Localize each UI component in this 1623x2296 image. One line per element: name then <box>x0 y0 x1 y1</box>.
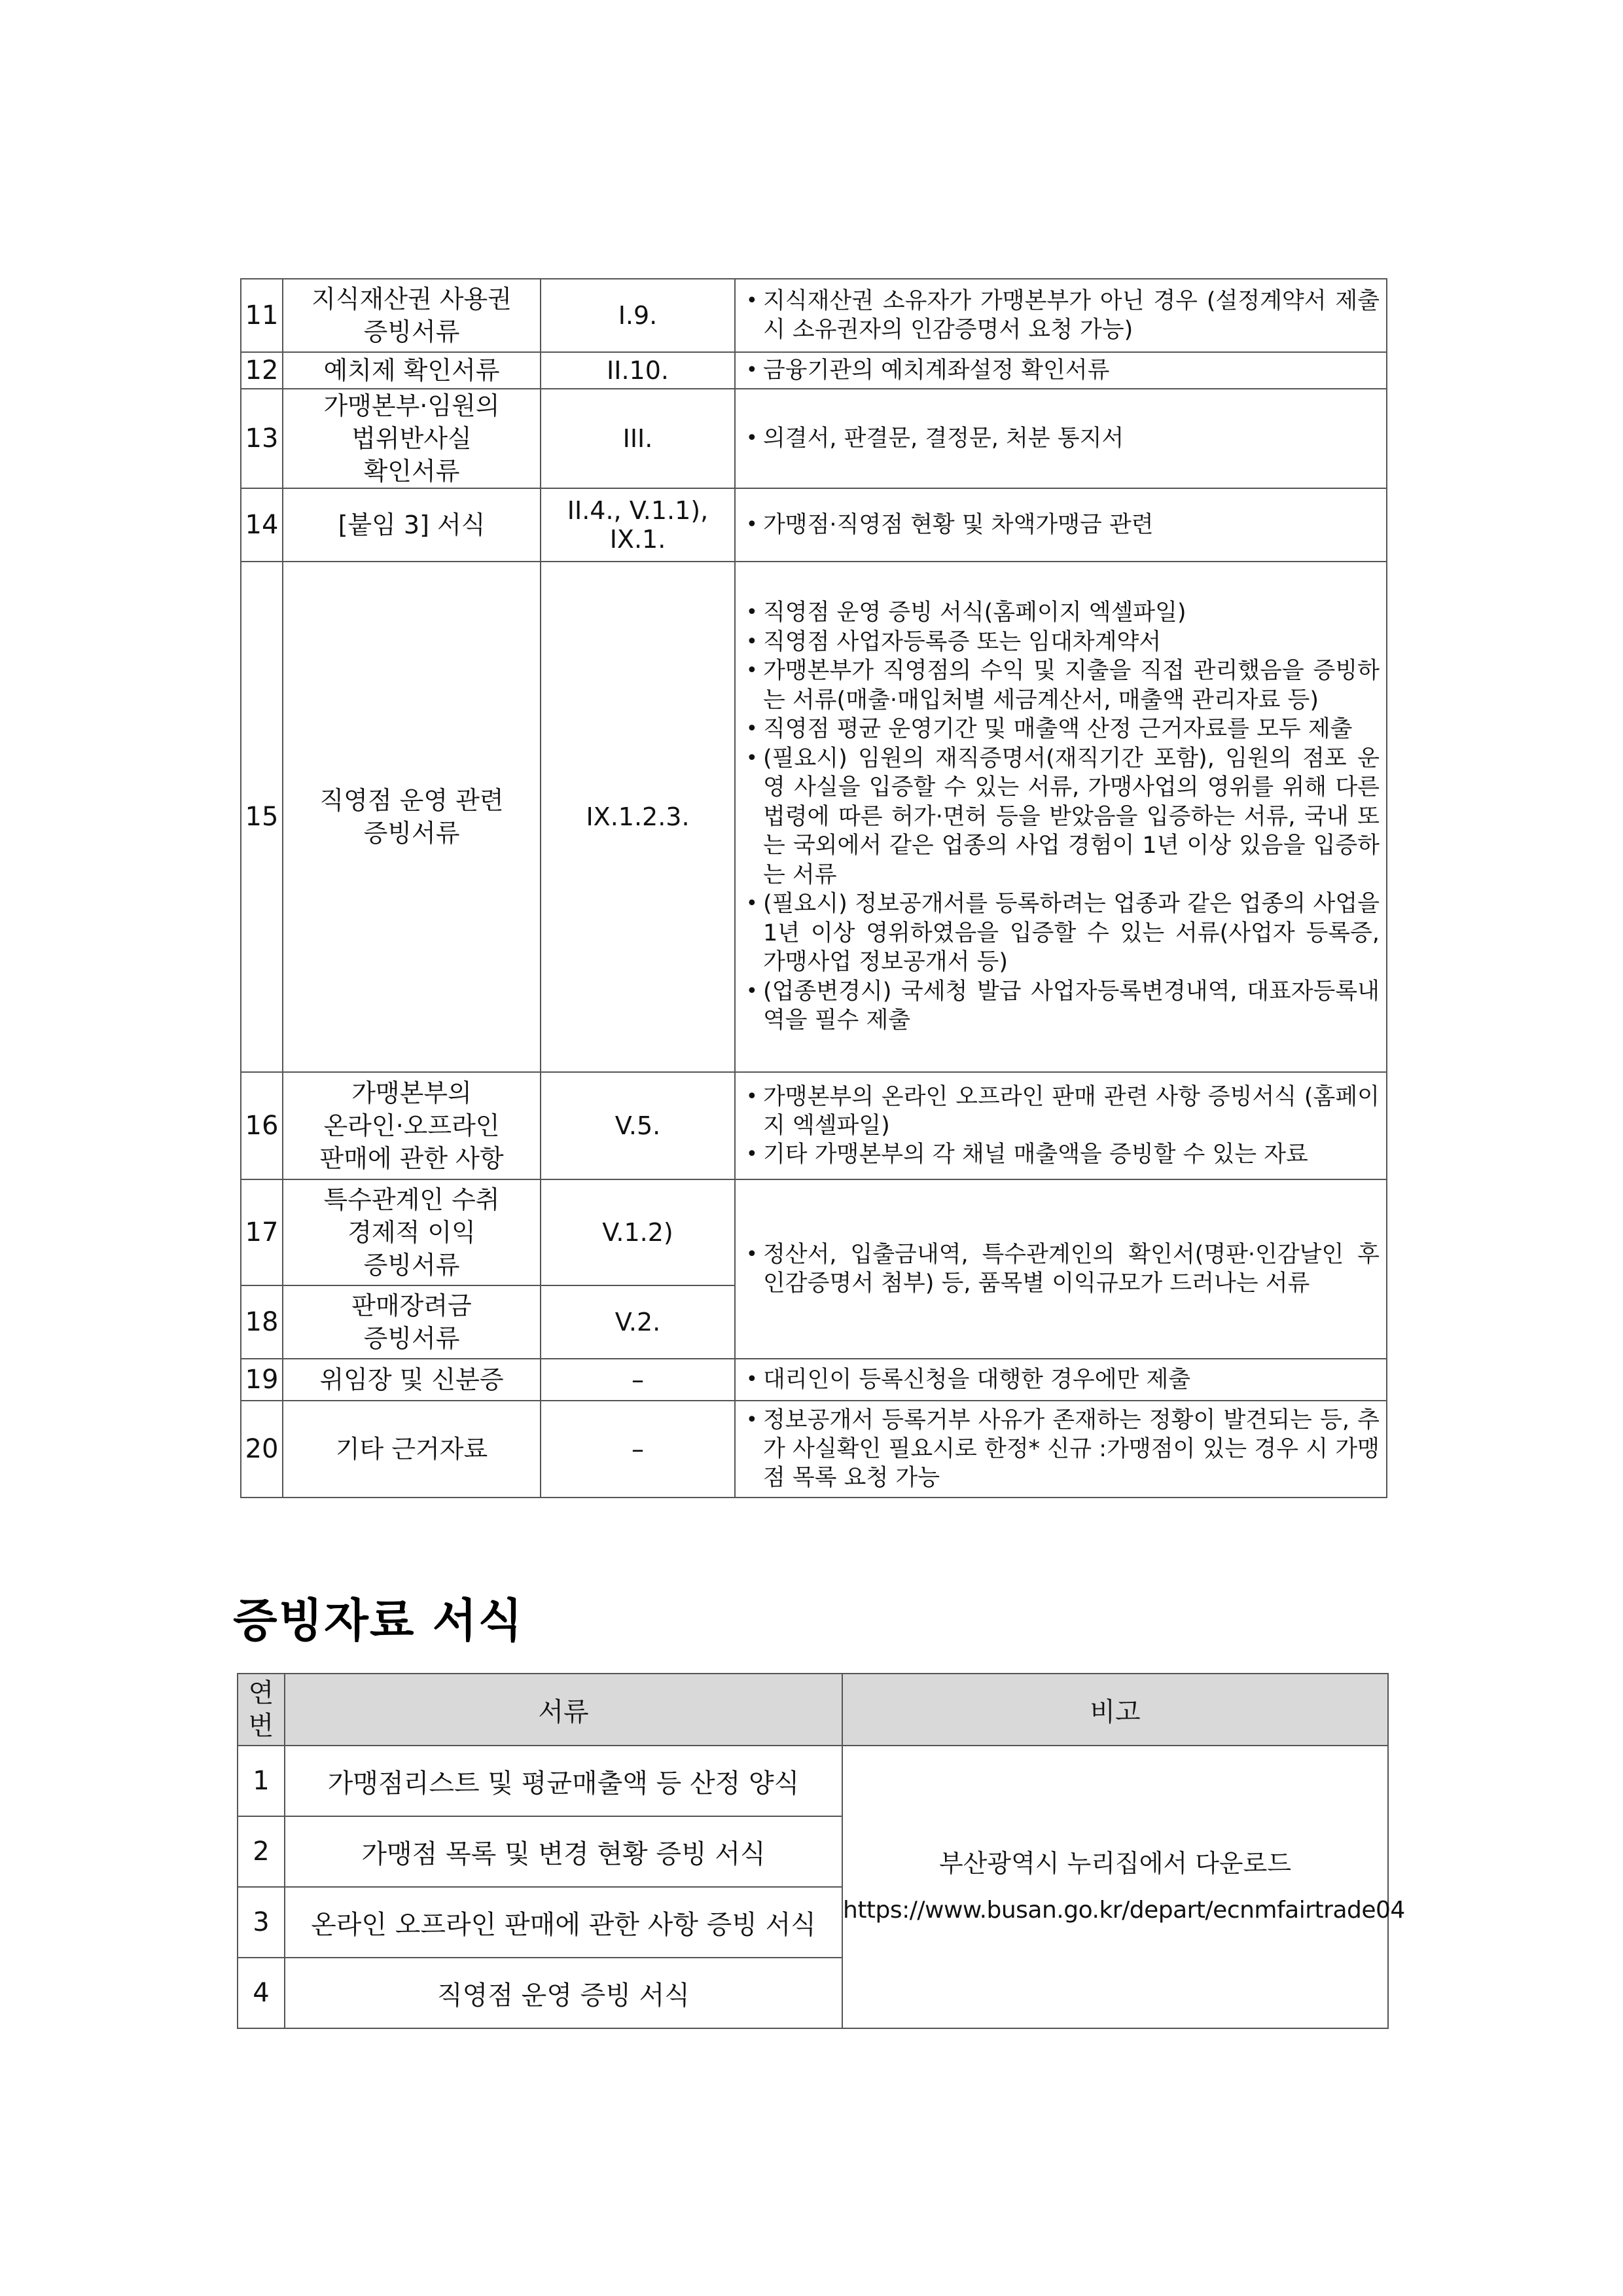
document-name-line: 특수관계인 수취 <box>323 1185 500 1214</box>
document-name <box>283 279 541 352</box>
section-reference <box>541 1285 735 1359</box>
table-row <box>241 562 1387 1072</box>
note-item: • 정산서, 입출금내역, 특수관계인의 확인서(명판·인감날인 후 인감증명서 첨부) 등, 품목별 이익규모가 드러나는 서류 <box>745 1240 1380 1298</box>
document-name-line: 증빙서류 <box>363 1324 460 1353</box>
row-number: 14 <box>241 488 283 562</box>
forms-table <box>237 1673 1405 2029</box>
document-name-line: 법위반사실 <box>351 424 472 453</box>
notes-list <box>745 1406 1380 1492</box>
section-reference <box>541 279 735 352</box>
section-reference <box>541 1401 735 1498</box>
section-reference-line: III. <box>622 424 653 453</box>
notes-cell <box>735 1179 1387 1359</box>
note-item: • 대리인이 등록신청을 대행한 경우에만 제출 <box>745 1365 1380 1394</box>
notes-cell <box>735 279 1387 352</box>
notes-list <box>745 598 1380 1035</box>
notes-cell <box>735 389 1387 488</box>
note-item: • 가맹점·직영점 현황 및 차액가맹금 관련 <box>745 511 1380 539</box>
download-note <box>842 1746 1405 2028</box>
section-reference <box>541 352 735 389</box>
section-reference-line: IX.1. <box>609 525 666 554</box>
document-name-line: [붙임 3] 서식 <box>338 511 486 539</box>
document-name-line: 판매에 관한 사항 <box>319 1144 504 1173</box>
section-reference <box>541 389 735 488</box>
document-name-line: 온라인·오프라인 <box>323 1111 500 1140</box>
row-number: 4 <box>238 1958 285 2028</box>
download-url-link[interactable]: https://www.busan.go.kr/depart/ecnmfairtrade04 <box>843 1897 1405 1924</box>
form-name: 가맹점리스트 및 평균매출액 등 산정 양식 <box>285 1746 842 1816</box>
document-name <box>283 352 541 389</box>
document-name-line: 증빙서류 <box>363 819 460 848</box>
row-number: 20 <box>241 1401 283 1498</box>
table-row <box>241 1359 1387 1401</box>
notes-list <box>745 356 1380 385</box>
note-item: • 금융기관의 예치계좌설정 확인서류 <box>745 356 1380 385</box>
document-name-line: 경제적 이익 <box>348 1218 476 1247</box>
header-num-label: 연번 <box>248 1678 274 1741</box>
section-reference-line: IX.1.2.3. <box>586 802 690 831</box>
section-reference-line: V.1.2) <box>602 1218 673 1247</box>
note-item: • (필요시) 정보공개서를 등록하려는 업종과 같은 업종의 사업을 1년 이상 영위하였음을 입증할 수 있는 서류(사업자 등록증, 가맹사업 정보공개서 등) <box>745 889 1380 977</box>
document-name-line: 지식재산권 사용권 <box>312 285 512 314</box>
document-name <box>283 1285 541 1359</box>
notes-cell <box>735 488 1387 562</box>
note-item: • (업종변경시) 국세청 발급 사업자등록변경내역, 대표자등록내역을 필수 제출 <box>745 977 1380 1035</box>
document-name <box>283 1179 541 1285</box>
section-reference-line: – <box>632 1365 644 1394</box>
document-name <box>283 1359 541 1401</box>
document-name-line: 직영점 운영 관련 <box>319 786 504 815</box>
notes-list <box>745 1365 1380 1394</box>
notes-cell <box>735 1401 1387 1498</box>
table-row <box>238 1746 1388 1816</box>
table-row <box>241 1072 1387 1179</box>
notes-cell <box>735 352 1387 389</box>
header-note: 비고 <box>842 1674 1388 1746</box>
document-name <box>283 389 541 488</box>
document-name-line: 가맹본부의 <box>351 1079 472 1107</box>
notes-list <box>745 424 1380 453</box>
section-reference-line: – <box>632 1435 644 1463</box>
row-number: 12 <box>241 352 283 389</box>
section-reference <box>541 1179 735 1285</box>
note-item: • 기타 가맹본부의 각 채널 매출액을 증빙할 수 있는 자료 <box>745 1140 1380 1169</box>
note-item: • 가맹본부의 온라인 오프라인 판매 관련 사항 증빙서식 (홈페이지 엑셀파일) <box>745 1083 1380 1140</box>
table-row <box>241 352 1387 389</box>
row-number: 11 <box>241 279 283 352</box>
section-heading: 증빙자료 서식 <box>233 1594 524 1647</box>
note-item: • 직영점 운영 증빙 서식(홈페이지 엑셀파일) <box>745 598 1380 628</box>
section-reference-line: I.9. <box>618 301 658 330</box>
note-item: • 지식재산권 소유자가 가맹본부가 아닌 경우 (설정계약서 제출 시 소유권자의 인감증명서 요청 가능) <box>745 287 1380 344</box>
notes-cell <box>735 1072 1387 1179</box>
form-name: 직영점 운영 증빙 서식 <box>285 1958 842 2028</box>
notes-list <box>745 1083 1380 1169</box>
forms-table-body <box>238 1746 1405 2028</box>
row-number: 17 <box>241 1179 283 1285</box>
table-row <box>241 279 1387 352</box>
section-reference-line: II.10. <box>607 356 669 385</box>
document-name <box>283 1401 541 1498</box>
forms-table-header-row <box>238 1674 1388 1746</box>
notes-list <box>745 511 1380 539</box>
requirements-table-body <box>241 279 1387 1498</box>
section-reference <box>541 1072 735 1179</box>
row-number: 19 <box>241 1359 283 1401</box>
section-reference-line: II.4., V.1.1), <box>567 496 709 525</box>
notes-list <box>745 287 1380 344</box>
notes-list <box>745 1240 1380 1298</box>
table-row <box>241 389 1387 488</box>
note-item: • 가맹본부가 직영점의 수익 및 지출을 직접 관리했음을 증빙하는 서류(매출·매입처별 세금계산서, 매출액 관리자료 등) <box>745 656 1380 715</box>
document-name-line: 증빙서류 <box>363 317 460 346</box>
table-row <box>241 1401 1387 1498</box>
note-item: • 직영점 사업자등록증 또는 임대차계약서 <box>745 628 1380 657</box>
form-name: 온라인 오프라인 판매에 관한 사항 증빙 서식 <box>285 1887 842 1958</box>
document-name <box>283 488 541 562</box>
row-number: 15 <box>241 562 283 1072</box>
document-name-line: 위임장 및 신분증 <box>319 1365 504 1394</box>
row-number: 2 <box>238 1816 285 1887</box>
document-name-line: 가맹본부·임원의 <box>323 391 500 420</box>
document-name-line: 확인서류 <box>363 457 460 486</box>
section-reference <box>541 1359 735 1401</box>
document-name <box>283 1072 541 1179</box>
row-number: 16 <box>241 1072 283 1179</box>
row-number: 3 <box>238 1887 285 1958</box>
row-number: 1 <box>238 1746 285 1816</box>
download-note-text: 부산광역시 누리집에서 다운로드 <box>938 1849 1292 1878</box>
document-name-line: 예치제 확인서류 <box>323 356 500 385</box>
note-item: • (필요시) 임원의 재직증명서(재직기간 포함), 임원의 점포 운영 사실을 입증할 수 있는 서류, 가맹사업의 영위를 위해 다른 법령에 따른 허가·면허 등을 받았음을 입증하는 서류, 국내 또는 국외에서 같은 업종의 사업 경험이 1년 이상 있음을 입증하는 서류 <box>745 744 1380 890</box>
document-name <box>283 562 541 1072</box>
table-row <box>241 488 1387 562</box>
note-item: • 직영점 평균 운영기간 및 매출액 산정 근거자료를 모두 제출 <box>745 715 1380 744</box>
section-reference-line: V.2. <box>615 1308 661 1336</box>
section-reference-line: V.5. <box>615 1111 661 1140</box>
notes-cell <box>735 562 1387 1072</box>
document-name-line: 판매장려금 <box>351 1291 472 1320</box>
section-reference <box>541 488 735 562</box>
note-item: • 정보공개서 등록거부 사유가 존재하는 정황이 발견되는 등, 추가 사실확인 필요시로 한정* 신규 :가맹점이 있는 경우 시 가맹점 목록 요청 가능 <box>745 1406 1380 1492</box>
table-row <box>241 1179 1387 1285</box>
header-doc: 서류 <box>285 1674 842 1746</box>
row-number: 18 <box>241 1285 283 1359</box>
section-reference <box>541 562 735 1072</box>
header-num <box>238 1674 285 1746</box>
row-number: 13 <box>241 389 283 488</box>
document-name-line: 증빙서류 <box>363 1251 460 1280</box>
notes-cell <box>735 1359 1387 1401</box>
note-item: • 의결서, 판결문, 결정문, 처분 통지서 <box>745 424 1380 453</box>
requirements-table <box>240 278 1387 1498</box>
form-name: 가맹점 목록 및 변경 현황 증빙 서식 <box>285 1816 842 1887</box>
document-name-line: 기타 근거자료 <box>335 1435 488 1463</box>
